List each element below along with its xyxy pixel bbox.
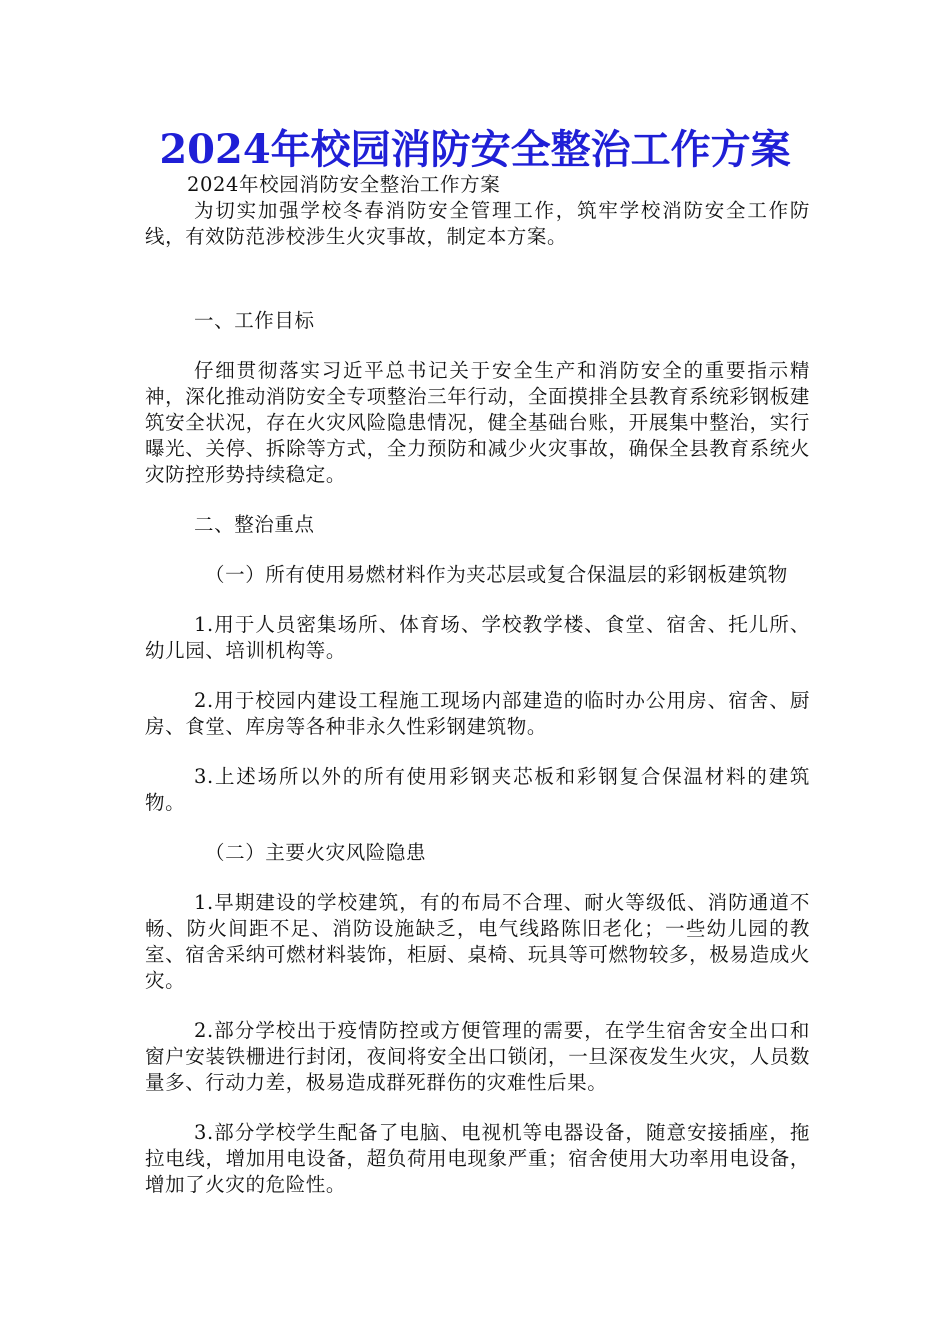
list-item: 1.用于人员密集场所、体育场、学校教学楼、食堂、宿舍、托儿所、幼儿园、培训机构等。 (145, 613, 810, 662)
list-item: 3.部分学校学生配备了电脑、电视机等电器设备，随意安接插座，拖拉电线，增加用电设备，超负荷用电现象严重；宿舍使用大功率用电设备，增加了火灾的危险性。 (145, 1121, 810, 1196)
document-body (145, 172, 810, 1198)
list-item: 2.部分学校出于疫情防控或方便管理的需要，在学生宿舍安全出口和窗户安装铁栅进行封闭，夜间将安全出口锁闭，一旦深夜发生火灾，人员数量多、行动力差，极易造成群死群伤的灾难性后果。 (145, 1019, 810, 1094)
section-heading-goals: 一、工作目标 (194, 309, 315, 332)
subtitle: 2024年校园消防安全整治工作方案 (187, 173, 501, 196)
list-item: 1.早期建设的学校建筑，有的布局不合理、耐火等级低、消防通道不畅、防火间距不足、消防设施缺乏，电气线路陈旧老化；一些幼儿园的教室、宿舍采纳可燃材料装饰，柜厨、桌椅、玩具等可燃物较多，极易造成火灾。 (145, 891, 810, 992)
list-item: 3.上述场所以外的所有使用彩钢夹芯板和彩钢复合保温材料的建筑物。 (145, 765, 810, 814)
goals-paragraph: 仔细贯彻落实习近平总书记关于安全生产和消防安全的重要指示精神，深化推动消防安全专项整治三年行动，全面摸排全县教育系统彩钢板建筑安全状况，存在火灾风险隐患情况，健全基础台账，开展集中整治，实行曝光、关停、拆除等方式，全力预防和减少火灾事故，确保全县教育系统火灾防控形势持续稳定。 (145, 359, 810, 486)
list-item: 2.用于校园内建设工程施工现场内部建造的临时办公用房、宿舍、厨房、食堂、库房等各种非永久性彩钢建筑物。 (145, 689, 810, 738)
document-title: 2024年校园消防安全整治工作方案 (159, 126, 791, 173)
subsection-heading-1: （一）所有使用易燃材料作为夹芯层或复合保温层的彩钢板建筑物 (205, 563, 788, 586)
section-heading-focus: 二、整治重点 (194, 513, 315, 536)
intro-paragraph: 为切实加强学校冬春消防安全管理工作，筑牢学校消防安全工作防线，有效防范涉校涉生火灾事故，制定本方案。 (145, 199, 810, 248)
subsection-heading-2: （二）主要火灾风险隐患 (205, 841, 427, 864)
